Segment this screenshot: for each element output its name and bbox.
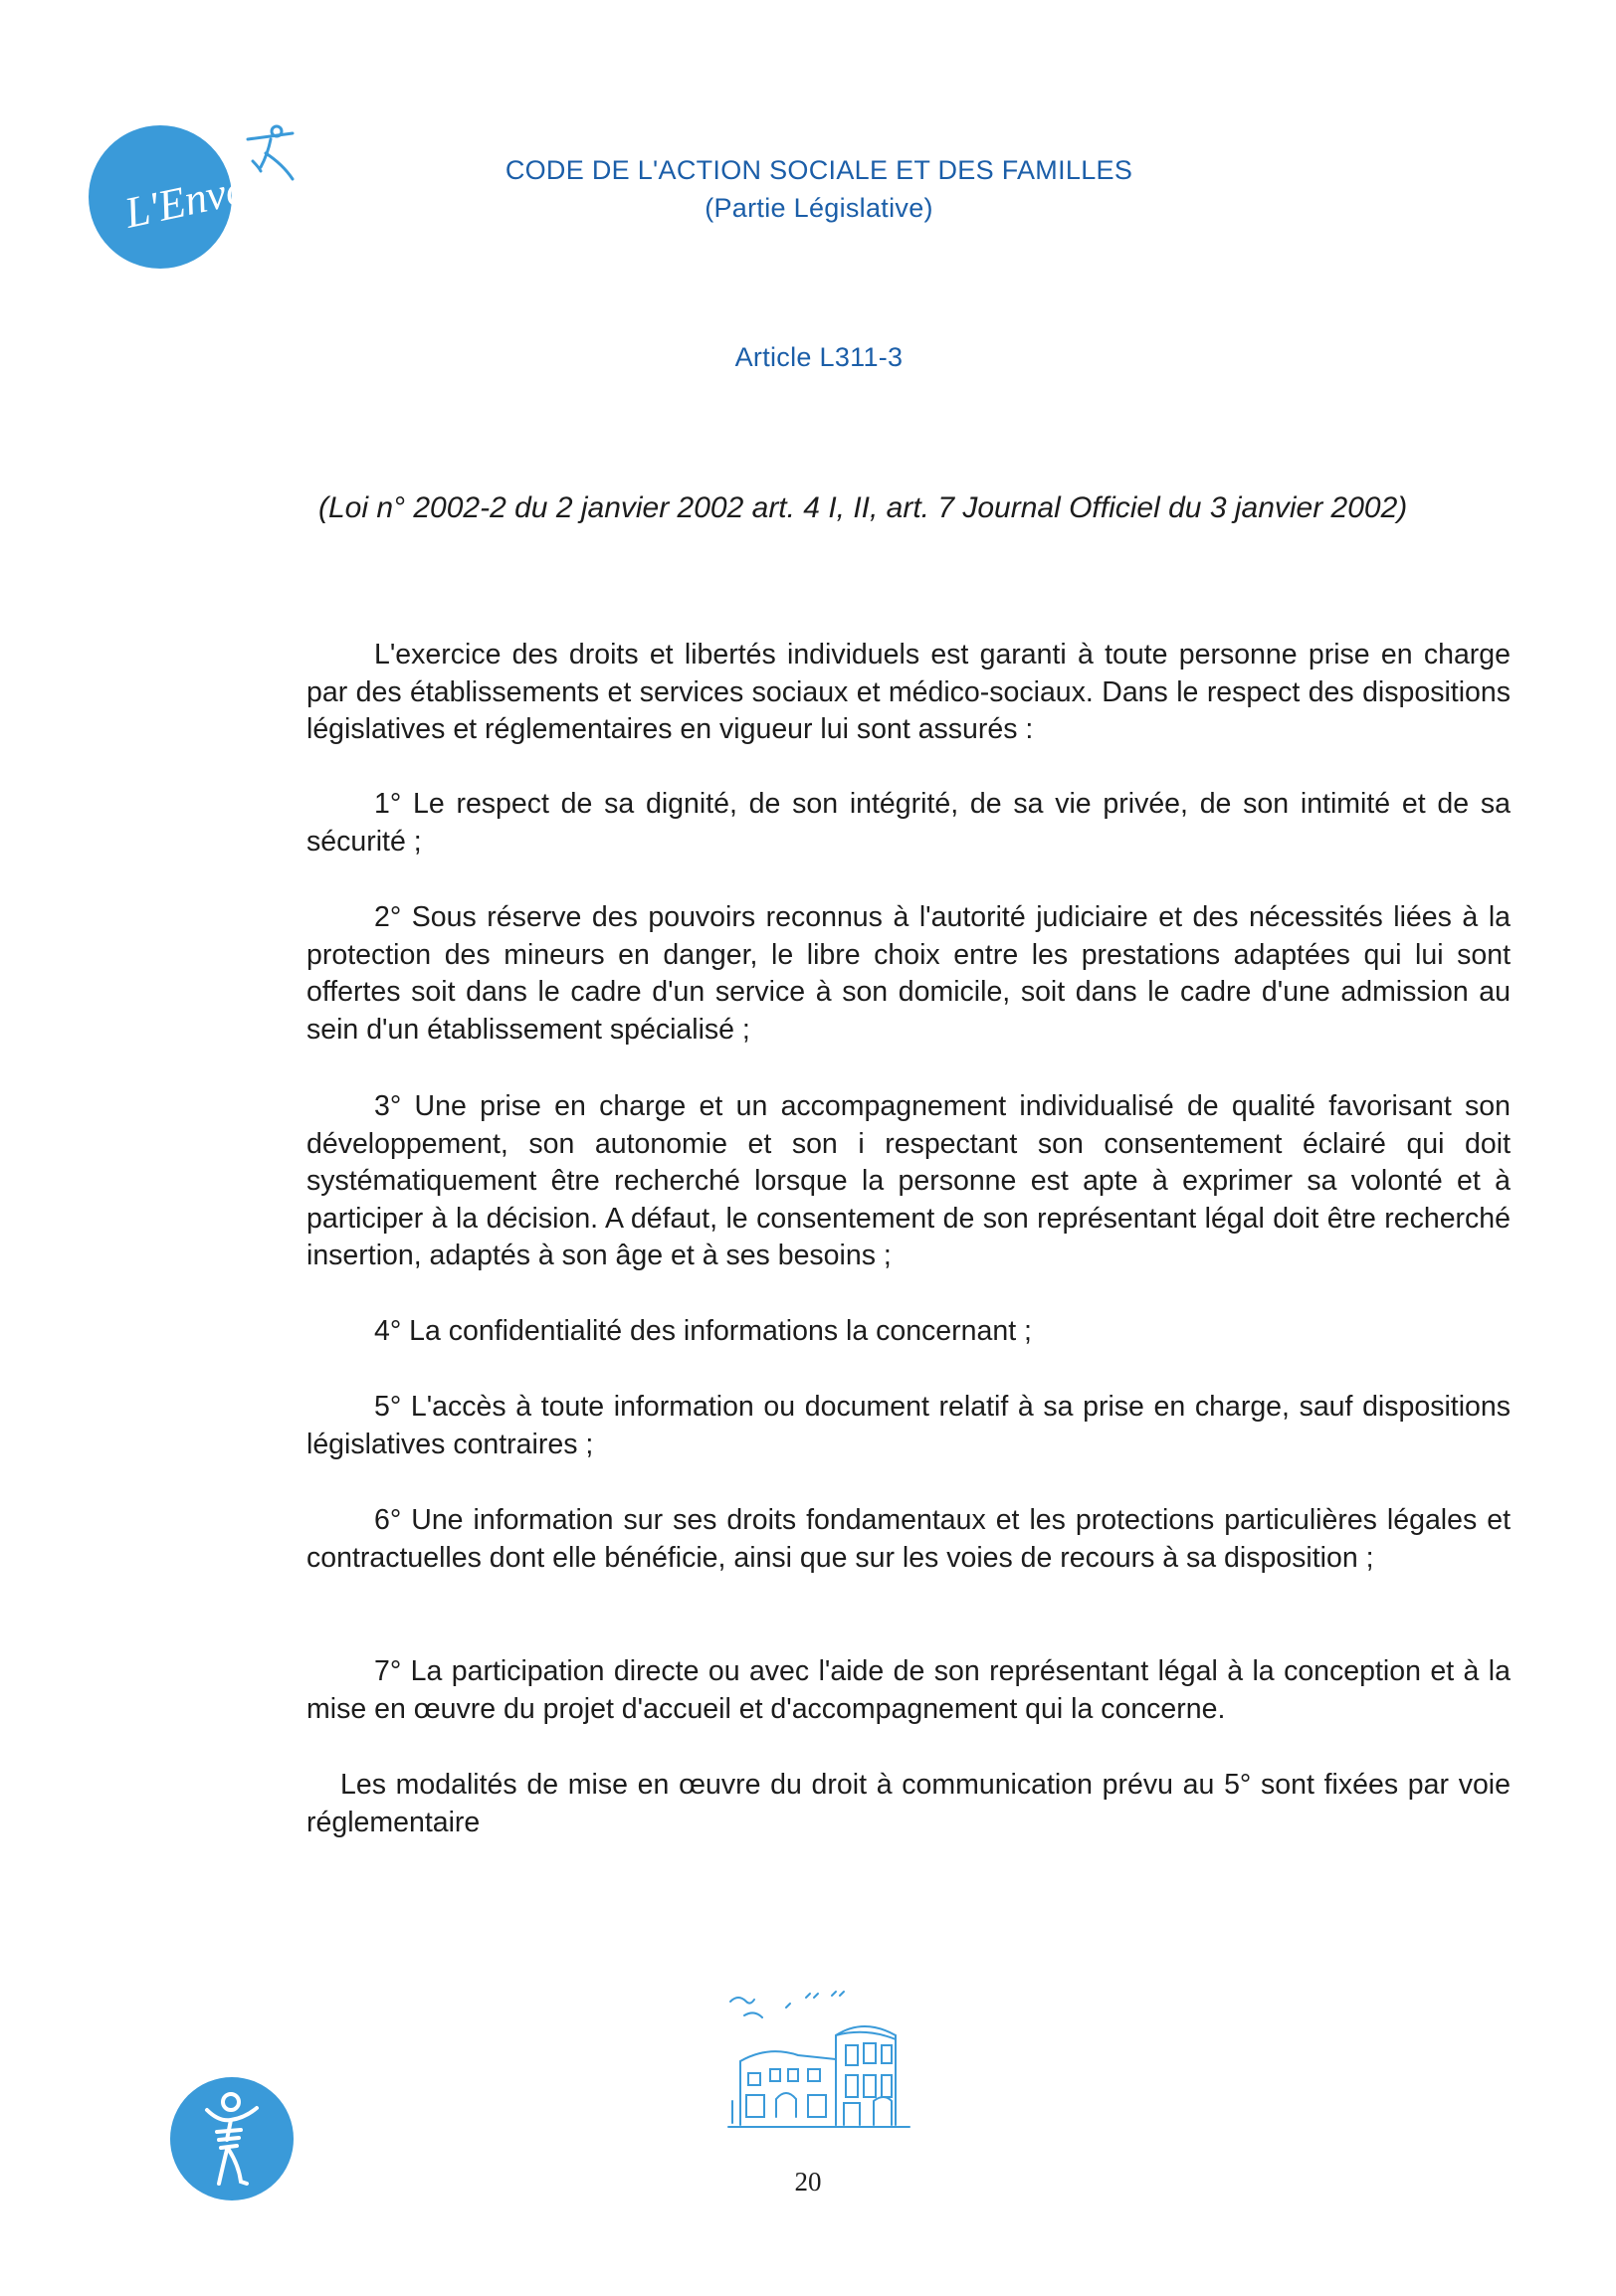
houses-drawing-icon: [724, 1984, 913, 2133]
logo-text: L'Envol: [120, 161, 264, 238]
closing-paragraph: Les modalités de mise en œuvre du droit à communication prévu au 5° sont fixées par voie réglementaire: [306, 1769, 1511, 1838]
item-2-paragraph: 2° Sous réserve des pouvoirs reconnus à l'autorité judiciaire et des nécessités liées à la protection des mineurs en danger, le libre choix entre les prestations adaptées qui lui sont offertes soit dans le cadre d'un service à son domicile, soit dans le cadre d'une admission au sein d'un établissement spécialisé ;: [306, 901, 1511, 1046]
item-6-paragraph: 6° Une information sur ses droits fondamentaux et les protections particulières légales et contractuelles dont elle bénéficie, ainsi que sur les voies de recours à sa disposition ;: [306, 1504, 1511, 1574]
item-1-paragraph: 1° Le respect de sa dignité, de son intégrité, de sa vie privée, de son intimité et de sa sécurité ;: [306, 788, 1511, 858]
item-7-paragraph: 7° La participation directe ou avec l'aide de son représentant légal à la conception et à la mise en œuvre du projet d'accueil et d'accompagnement qui la concerne.: [306, 1655, 1511, 1725]
law-citation: (Loi n° 2002-2 du 2 janvier 2002 art. 4 I, II, art. 7 Journal Officiel du 3 janvier 2002): [318, 491, 1408, 524]
item-4-paragraph: 4° La confidentialité des informations la concernant ;: [374, 1315, 1032, 1347]
item-5-paragraph: 5° L'accès à toute information ou document relatif à sa prise en charge, sauf dispositions législatives contraires ;: [306, 1391, 1511, 1460]
intro-paragraph: L'exercice des droits et libertés individuels est garanti à toute personne prise en charge par des établissements et services sociaux et médico-sociaux. Dans le respect des dispositions législatives et réglementaires en vigueur lui sont assurés :: [306, 639, 1511, 745]
item-3-paragraph: 3° Une prise en charge et un accompagnement individualisé de qualité favorisant son développement, son autonomie et son i respectant son consentement éclairé qui doit systématiquement être recherché lorsque la personne est apte à exprimer sa volonté et à participer à la décision. A défaut, le consentement de son représentant légal doit être recherché insertion, adaptés à son âge et à ses besoins ;: [306, 1090, 1511, 1271]
page-number: 20: [794, 2167, 822, 2197]
article-heading: Article L311-3: [734, 342, 904, 372]
document-title: CODE DE L'ACTION SOCIALE ET DES FAMILLES: [505, 155, 1133, 185]
document-subtitle: (Partie Législative): [705, 193, 933, 223]
